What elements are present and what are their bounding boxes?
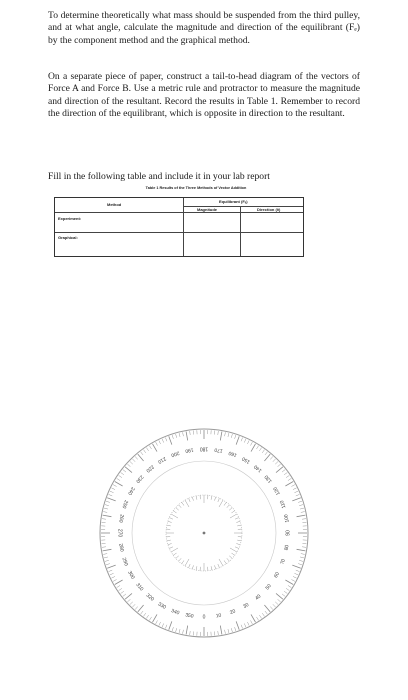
protractor-tick xyxy=(123,470,126,472)
protractor-tick xyxy=(106,564,110,565)
protractor-tick xyxy=(301,554,305,555)
protractor-tick xyxy=(115,482,123,487)
protractor-tick xyxy=(176,628,177,632)
protractor-label: 100 xyxy=(283,513,291,523)
protractor-tick xyxy=(102,547,106,548)
protractor-tick xyxy=(286,475,289,477)
protractor-tick xyxy=(110,573,114,575)
table-header-magnitude: Magnitude xyxy=(197,207,217,212)
protractor-tick xyxy=(235,627,236,631)
protractor-tick xyxy=(275,602,278,605)
protractor-tick xyxy=(294,573,298,575)
protractor-tick xyxy=(159,440,161,444)
protractor-tick xyxy=(225,432,226,436)
protractor-tick xyxy=(247,622,249,626)
protractor-tick xyxy=(276,467,283,473)
protractor-tick xyxy=(265,452,267,455)
protractor-tick xyxy=(117,478,120,480)
protractor-inner-tick xyxy=(182,502,184,505)
protractor-inner-tick xyxy=(192,565,193,569)
protractor-inner-tick xyxy=(179,505,182,508)
protractor-tick xyxy=(130,602,133,605)
protractor-label: 250 xyxy=(120,499,130,510)
protractor-tick xyxy=(125,467,132,473)
protractor-label: 290 xyxy=(120,556,130,567)
protractor-label: 70 xyxy=(279,558,288,566)
protractor-label: 340 xyxy=(170,607,181,617)
protractor-tick xyxy=(236,621,239,629)
protractor-tick xyxy=(299,560,303,561)
protractor-label: 140 xyxy=(253,463,264,474)
protractor-tick xyxy=(291,485,295,487)
protractor-tick xyxy=(162,439,164,443)
protractor-inner-tick xyxy=(167,540,171,541)
protractor-tick xyxy=(296,494,300,495)
protractor-label: 90 xyxy=(285,530,292,536)
protractor-inner-tick xyxy=(237,540,241,541)
protractor-label: 170 xyxy=(214,446,224,454)
table-header-divider xyxy=(55,212,303,213)
protractor-tick xyxy=(111,576,115,578)
protractor-tick xyxy=(291,579,295,581)
table-column-divider-2 xyxy=(240,206,241,256)
protractor-tick xyxy=(109,570,113,571)
protractor-tick xyxy=(105,560,109,561)
protractor-inner-tick xyxy=(229,556,232,559)
protractor-tick xyxy=(228,629,229,633)
protractor-tick xyxy=(179,629,180,633)
protractor-tick xyxy=(103,549,112,551)
protractor-tick xyxy=(113,485,117,487)
protractor-tick xyxy=(106,501,110,502)
protractor-tick xyxy=(162,623,164,627)
protractor-inner-tick xyxy=(224,561,226,564)
protractor-tick xyxy=(293,576,297,578)
protractor-tick xyxy=(256,446,258,449)
protractor-inner-tick xyxy=(218,564,220,568)
protractor-tick xyxy=(130,461,133,464)
protractor-tick xyxy=(115,580,123,585)
protractor-inner-tick xyxy=(179,558,182,561)
protractor-tick xyxy=(220,432,222,441)
protractor-tick xyxy=(231,628,232,632)
protractor-inner-tick xyxy=(224,502,226,505)
protractor-tick xyxy=(104,557,108,558)
protractor-tick xyxy=(302,519,306,520)
protractor-tick xyxy=(276,593,283,599)
protractor-label: 210 xyxy=(156,455,167,465)
protractor-tick xyxy=(250,442,252,446)
table-header-method: Method xyxy=(107,202,122,207)
protractor-inner-tick xyxy=(235,547,239,549)
protractor-tick xyxy=(298,501,302,502)
protractor-tick xyxy=(250,620,252,624)
protractor-tick xyxy=(273,604,276,607)
protractor-tick xyxy=(127,599,130,602)
protractor-tick xyxy=(236,436,239,444)
protractor-inner-tick xyxy=(232,553,235,555)
protractor-tick xyxy=(153,614,158,622)
protractor-inner-tick xyxy=(168,521,172,522)
protractor-label: 300 xyxy=(126,570,136,581)
protractor-tick xyxy=(119,588,122,590)
protractor-tick xyxy=(270,456,273,459)
protractor-tick xyxy=(262,450,264,453)
protractor-tick xyxy=(278,464,281,467)
protractor-inner-tick xyxy=(189,564,191,568)
protractor-inner-tick xyxy=(189,498,191,502)
protractor-label: 190 xyxy=(184,446,194,454)
protractor-tick xyxy=(273,459,276,462)
protractor-label: 0 xyxy=(202,614,206,621)
protractor-tick xyxy=(241,625,242,629)
protractor-tick xyxy=(141,611,143,614)
protractor-tick xyxy=(125,593,132,599)
protractor-inner-tick xyxy=(227,558,230,561)
protractor-tick xyxy=(107,565,115,568)
protractor-tick xyxy=(298,564,302,565)
protractor-label: 40 xyxy=(254,593,263,602)
protractor-inner-tick xyxy=(176,556,179,559)
protractor-tick xyxy=(284,472,287,474)
protractor-tick xyxy=(121,591,124,593)
protractor-tick xyxy=(172,435,173,439)
protractor-label: 310 xyxy=(134,582,145,593)
protractor-tick xyxy=(156,442,158,446)
protractor-tick xyxy=(138,605,144,612)
protractor-tick xyxy=(186,626,188,635)
protractor-tick xyxy=(183,432,184,436)
protractor-inner-tick xyxy=(185,559,189,566)
protractor-inner-tick xyxy=(236,544,240,545)
protractor-inner-tick xyxy=(232,511,235,513)
protractor-inner-tick xyxy=(167,525,171,526)
protractor-tick xyxy=(104,508,108,509)
protractor-label: 130 xyxy=(263,473,274,484)
protractor-tick xyxy=(301,512,305,513)
protractor-tick xyxy=(183,630,184,634)
protractor-tick xyxy=(241,438,242,442)
protractor-tick xyxy=(109,494,113,495)
instruction-paragraph-1: To determine theoretically what mass should be suspended from the third pulley, and at what angle, calculate the magnitude and direction of the equilibrant (Fₑ) by the component method and the graphical method. xyxy=(48,10,360,46)
protractor-label: 80 xyxy=(283,544,291,551)
protractor-inner-tick xyxy=(236,521,240,522)
protractor-inner-tick xyxy=(215,497,216,501)
protractor-tick xyxy=(228,433,229,437)
protractor-tick xyxy=(244,439,246,443)
protractor-label: 20 xyxy=(229,608,237,617)
protractor-tick xyxy=(172,627,173,631)
protractor-tick xyxy=(169,621,172,629)
protractor-inner-tick xyxy=(171,514,178,518)
protractor-tick xyxy=(244,623,246,627)
protractor-tick xyxy=(190,431,191,435)
protractor-tick xyxy=(132,459,135,462)
protractor-label: 150 xyxy=(241,455,252,465)
protractor-tick xyxy=(127,464,130,467)
protractor-label: 240 xyxy=(126,485,136,496)
protractor-inner-tick xyxy=(171,548,178,552)
protractor-label: 30 xyxy=(242,602,251,611)
protractor-label: 160 xyxy=(227,449,238,459)
protractor-tick xyxy=(102,519,106,520)
table-row-divider xyxy=(55,232,303,233)
protractor-tick xyxy=(256,617,258,620)
protractor-tick xyxy=(300,508,304,509)
protractor-inner-tick xyxy=(227,505,230,508)
protractor-tick xyxy=(231,434,232,438)
protractor-tick xyxy=(176,434,177,438)
protractor-tick xyxy=(285,482,293,487)
protractor-tick xyxy=(156,620,158,624)
protractor-tick xyxy=(293,488,297,490)
protractor-tick xyxy=(294,491,298,493)
protractor-label: 350 xyxy=(184,612,194,620)
protractor-tick xyxy=(251,444,256,452)
protractor-tick xyxy=(297,515,306,517)
protractor-label: 200 xyxy=(170,449,181,459)
protractor-inner-tick xyxy=(235,518,239,520)
protractor-inner-tick xyxy=(173,553,176,555)
instruction-paragraph-2: On a separate piece of paper, construct a tail-to-head diagram of the vectors of Force A and Force B. Use a metric rule and protractor to measure the magnitude and direction of the resultant. Record the results in Table 1. Remember to record the direction of the equilibrant, which is opposite in direction to the resultant. xyxy=(48,71,360,120)
protractor-tick xyxy=(292,498,300,501)
protractor-label: 230 xyxy=(134,473,145,484)
protractor-label: 10 xyxy=(215,612,222,620)
protractor-tick xyxy=(300,557,304,558)
protractor-tick xyxy=(225,630,226,634)
protractor-tick xyxy=(119,475,122,477)
protractor-inner-tick xyxy=(219,500,223,507)
protractor-label: 50 xyxy=(264,583,273,592)
protractor-tick xyxy=(186,432,188,441)
protractor-tick xyxy=(123,594,126,596)
protractor-tick xyxy=(121,472,124,474)
protractor-tick xyxy=(247,440,249,444)
protractor-inner-tick xyxy=(196,566,197,570)
protractor-tick xyxy=(110,491,114,493)
protractor-tick xyxy=(165,438,166,442)
protractor-inner-tick xyxy=(196,496,197,500)
protractor-tick xyxy=(302,547,306,548)
protractor-tick xyxy=(159,622,161,626)
protractor-tick xyxy=(165,625,166,629)
protractor-tick xyxy=(282,470,285,472)
protractor-tick xyxy=(146,615,148,618)
protractor-tick xyxy=(143,450,145,453)
table-header-equilibrant: Equilibrant (Fₑ) xyxy=(219,199,248,204)
protractor-tick xyxy=(105,505,109,506)
table-column-divider-1 xyxy=(183,198,184,256)
protractor-center-mark xyxy=(203,532,206,535)
protractor-tick xyxy=(264,605,270,612)
protractor-inner-tick xyxy=(169,547,173,549)
protractor-label: 220 xyxy=(144,463,155,474)
protractor-label: 60 xyxy=(273,571,282,580)
protractor-label: 280 xyxy=(117,543,125,553)
protractor-label: 330 xyxy=(156,601,167,611)
protractor-tick xyxy=(179,433,180,437)
protractor-inner-tick xyxy=(218,498,220,502)
protractor-tick xyxy=(103,512,107,513)
protractor-tick xyxy=(278,599,281,602)
protractor-tick xyxy=(218,631,219,635)
protractor-tick xyxy=(107,498,115,501)
protractor-tick xyxy=(153,444,158,452)
protractor-tick xyxy=(264,454,270,461)
protractor-inner-tick xyxy=(169,518,173,520)
protractor-tick xyxy=(218,431,219,435)
protractor-label: 270 xyxy=(116,528,123,538)
protractor-tick xyxy=(113,579,117,581)
table-instruction-heading: Fill in the following table and include it in your lab report xyxy=(48,171,270,182)
protractor-inner-tick xyxy=(176,508,179,511)
protractor-tick xyxy=(132,604,135,607)
protractor-tick xyxy=(275,461,278,464)
protractor-diagram xyxy=(97,426,311,640)
protractor-tick xyxy=(299,505,303,506)
protractor-inner-tick xyxy=(192,497,193,501)
protractor-label: 320 xyxy=(144,592,155,603)
protractor-tick xyxy=(220,626,222,635)
protractor-inner-tick xyxy=(215,565,216,569)
protractor-inner-tick xyxy=(185,500,189,507)
protractor-inner-tick xyxy=(230,548,237,552)
protractor-tick xyxy=(235,435,236,439)
protractor-label: 260 xyxy=(117,513,125,523)
table-row-label-experiment: Experiment: xyxy=(58,216,82,221)
table-caption: Table 1 Results of the Three Methods of Vector Addition xyxy=(145,186,247,190)
protractor-tick xyxy=(135,607,138,610)
protractor-tick xyxy=(103,515,112,517)
protractor-tick xyxy=(259,448,261,451)
protractor-inner-tick xyxy=(229,508,232,511)
protractor-tick xyxy=(286,588,289,590)
protractor-inner-tick xyxy=(211,496,212,500)
protractor-tick xyxy=(297,549,306,551)
table-row-label-graphical: Graphical: xyxy=(58,235,78,240)
protractor-tick xyxy=(190,631,191,635)
protractor-tick xyxy=(117,585,120,587)
results-table xyxy=(54,197,304,257)
protractor-inner-tick xyxy=(168,544,172,545)
table-header-direction: Direction (θ) xyxy=(257,207,281,212)
protractor-inner-tick xyxy=(219,559,223,566)
protractor-tick xyxy=(270,607,273,610)
protractor-tick xyxy=(288,585,291,587)
protractor-tick xyxy=(141,452,143,455)
protractor-label: 180 xyxy=(199,445,209,452)
protractor-inner-tick xyxy=(182,561,184,564)
protractor-tick xyxy=(103,554,107,555)
protractor-tick xyxy=(288,478,291,480)
protractor-tick xyxy=(262,613,264,616)
protractor-tick xyxy=(135,456,138,459)
protractor-tick xyxy=(265,611,267,614)
protractor-tick xyxy=(111,488,115,490)
protractor-tick xyxy=(138,454,144,461)
protractor-tick xyxy=(282,594,285,596)
protractor-inner-tick xyxy=(237,525,241,526)
protractor-inner-tick xyxy=(211,566,212,570)
protractor-tick xyxy=(284,591,287,593)
protractor-tick xyxy=(259,615,261,618)
protractor-label: 120 xyxy=(272,485,282,496)
protractor-inner-tick xyxy=(230,514,237,518)
protractor-tick xyxy=(169,436,172,444)
protractor-label: 110 xyxy=(279,499,288,509)
protractor-tick xyxy=(296,570,300,571)
protractor-tick xyxy=(146,448,148,451)
protractor-tick xyxy=(149,446,151,449)
protractor-tick xyxy=(149,617,151,620)
protractor-tick xyxy=(292,565,300,568)
protractor-tick xyxy=(285,580,293,585)
protractor-tick xyxy=(143,613,145,616)
protractor-tick xyxy=(251,614,256,622)
protractor-inner-tick xyxy=(173,511,176,513)
